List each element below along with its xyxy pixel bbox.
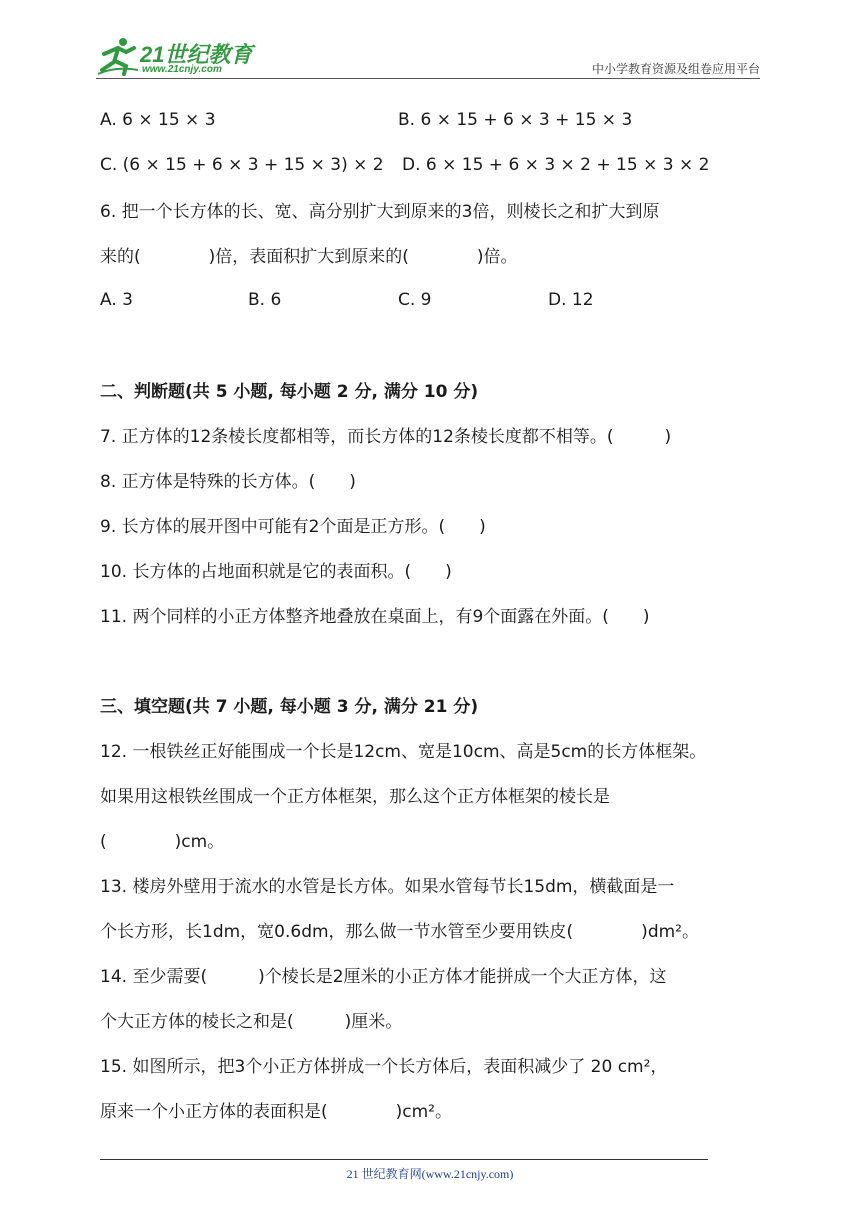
logo-url: www.21cnjy.com bbox=[142, 64, 222, 75]
header-divider bbox=[96, 78, 760, 79]
q6-option-c: C. 9 bbox=[398, 290, 432, 310]
question-12-line-2: 如果用这根铁丝围成一个正方体框架，那么这个正方体框架的棱长是 bbox=[100, 787, 610, 807]
question-8: 8. 正方体是特殊的长方体。( ) bbox=[100, 472, 356, 492]
platform-name: 中小学教育资源及组卷应用平台 bbox=[591, 62, 760, 76]
question-15-line-1: 15. 如图所示，把3个小正方体拼成一个长方体后，表面积减少了 20 cm²， bbox=[100, 1057, 668, 1077]
q6-line-2: 来的( )倍，表面积扩大到原来的( )倍。 bbox=[100, 247, 518, 267]
question-14-line-1: 14. 至少需要( )个棱长是2厘米的小正方体才能拼成一个大正方体，这 bbox=[100, 967, 667, 987]
footer-divider bbox=[100, 1159, 708, 1160]
q5-option-a: A. 6 × 15 × 3 bbox=[100, 110, 216, 130]
question-14-line-2: 个大正方体的棱长之和是( )厘米。 bbox=[100, 1012, 403, 1032]
q6-line-1: 6. 把一个长方体的长、宽、高分别扩大到原来的3倍，则棱长之和扩大到原 bbox=[100, 202, 660, 222]
page-header bbox=[96, 34, 760, 80]
question-11: 11. 两个同样的小正方体整齐地叠放在桌面上，有9个面露在外面。( ) bbox=[100, 607, 650, 627]
q5-option-b: B. 6 × 15 + 6 × 3 + 15 × 3 bbox=[398, 110, 633, 130]
question-13-line-2: 个长方形，长1dm，宽0.6dm，那么做一节水管至少要用铁皮( )dm²。 bbox=[100, 922, 699, 942]
q5-option-d: D. 6 × 15 + 6 × 3 × 2 + 15 × 3 × 2 bbox=[402, 155, 710, 175]
section-3-title: 三、填空题(共 7 小题, 每小题 3 分, 满分 21 分) bbox=[100, 697, 479, 717]
question-15-line-2: 原来一个小正方体的表面积是( )cm²。 bbox=[100, 1102, 452, 1122]
question-7: 7. 正方体的12条棱长度都相等，而长方体的12条棱长度都不相等。( ) bbox=[100, 427, 672, 447]
question-12-line-1: 12. 一根铁丝正好能围成一个长是12cm、宽是10cm、高是5cm的长方体框架。 bbox=[100, 742, 707, 762]
question-10: 10. 长方体的占地面积就是它的表面积。( ) bbox=[100, 562, 452, 582]
logo-text: 21世纪教育 bbox=[140, 42, 253, 67]
site-logo bbox=[96, 34, 296, 80]
runner-logo-icon bbox=[96, 36, 140, 76]
question-13-line-1: 13. 楼房外壁用于流水的水管是长方体。如果水管每节长15dm，横截面是一 bbox=[100, 877, 675, 897]
q6-option-b: B. 6 bbox=[248, 290, 282, 310]
footer-text: 21 世纪教育网(www.21cnjy.com) bbox=[346, 1167, 514, 1181]
question-9: 9. 长方体的展开图中可能有2个面是正方形。( ) bbox=[100, 517, 486, 537]
q6-option-a: A. 3 bbox=[100, 290, 133, 310]
q5-option-c: C. (6 × 15 + 6 × 3 + 15 × 3) × 2 bbox=[100, 155, 384, 175]
section-2-title: 二、判断题(共 5 小题, 每小题 2 分, 满分 10 分) bbox=[100, 382, 479, 402]
question-12-line-3: ( )cm。 bbox=[100, 832, 225, 852]
q6-option-d: D. 12 bbox=[548, 290, 594, 310]
